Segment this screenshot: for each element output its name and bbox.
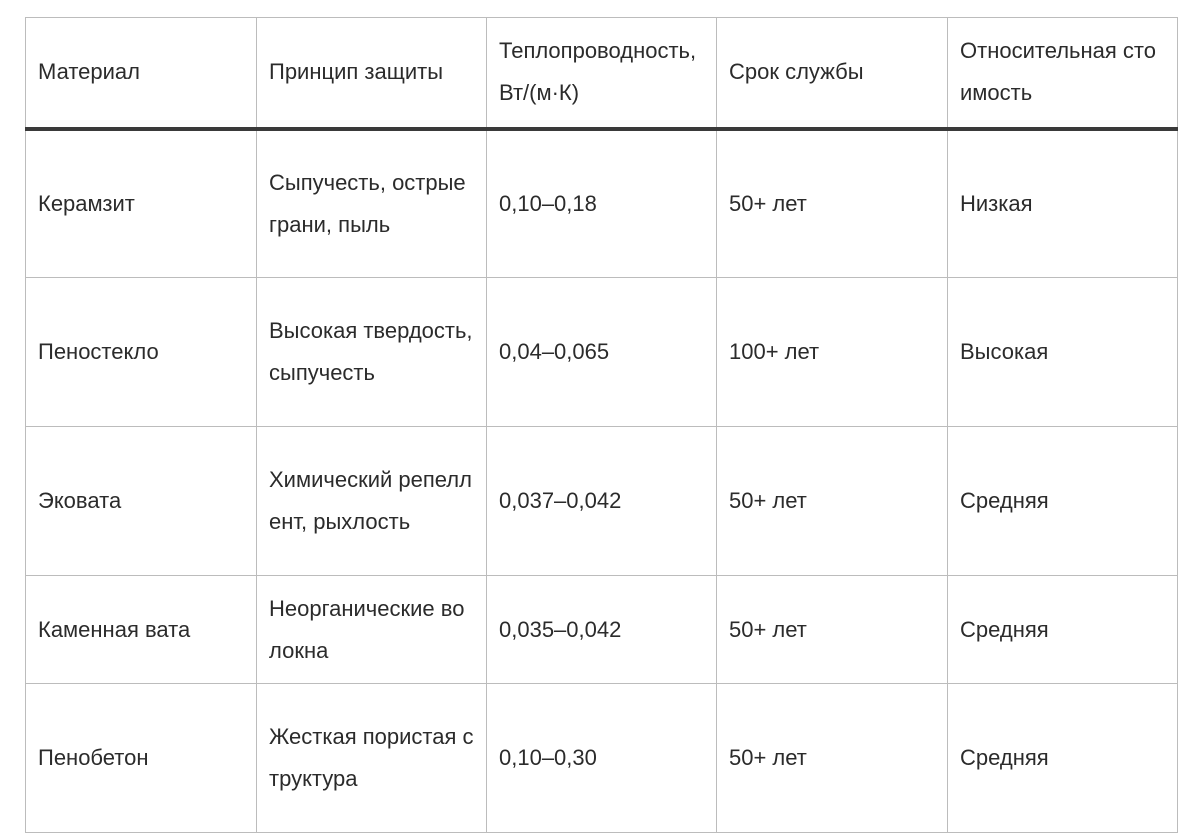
header-cell-material: Материал	[26, 18, 257, 129]
cell-cost: Средняя	[948, 576, 1178, 684]
cell-lifetime: 100+ лет	[717, 278, 948, 427]
cell-material: Каменная вата	[26, 576, 257, 684]
header-row	[26, 18, 1178, 129]
table-row	[26, 129, 1178, 278]
table-container	[25, 17, 1177, 833]
cell-cost: Средняя	[948, 427, 1178, 576]
table-row	[26, 278, 1178, 427]
header-cell-cost: Относительная стоимость	[948, 18, 1178, 129]
header-cell-lifetime: Срок службы	[717, 18, 948, 129]
cell-material: Керамзит	[26, 129, 257, 278]
cell-principle: Неорганические волокна	[257, 576, 487, 684]
cell-conductivity: 0,10–0,18	[487, 129, 717, 278]
table-row	[26, 427, 1178, 576]
cell-lifetime: 50+ лет	[717, 427, 948, 576]
cell-conductivity: 0,035–0,042	[487, 576, 717, 684]
cell-lifetime: 50+ лет	[717, 684, 948, 833]
header-cell-conductivity: Теплопроводность, Вт/(м·К)	[487, 18, 717, 129]
cell-conductivity: 0,037–0,042	[487, 427, 717, 576]
cell-lifetime: 50+ лет	[717, 129, 948, 278]
cell-conductivity: 0,04–0,065	[487, 278, 717, 427]
materials-table	[25, 17, 1178, 833]
cell-material: Эковата	[26, 427, 257, 576]
cell-conductivity: 0,10–0,30	[487, 684, 717, 833]
cell-cost: Высокая	[948, 278, 1178, 427]
cell-principle: Химический репеллент, рыхлость	[257, 427, 487, 576]
header-cell-principle: Принцип защиты	[257, 18, 487, 129]
cell-principle: Сыпучесть, острые грани, пыль	[257, 129, 487, 278]
table-row	[26, 576, 1178, 684]
cell-material: Пенобетон	[26, 684, 257, 833]
cell-cost: Низкая	[948, 129, 1178, 278]
cell-principle: Высокая твердость, сыпучесть	[257, 278, 487, 427]
table-row	[26, 684, 1178, 833]
cell-principle: Жесткая пористая структура	[257, 684, 487, 833]
cell-lifetime: 50+ лет	[717, 576, 948, 684]
cell-material: Пеностекло	[26, 278, 257, 427]
cell-cost: Средняя	[948, 684, 1178, 833]
